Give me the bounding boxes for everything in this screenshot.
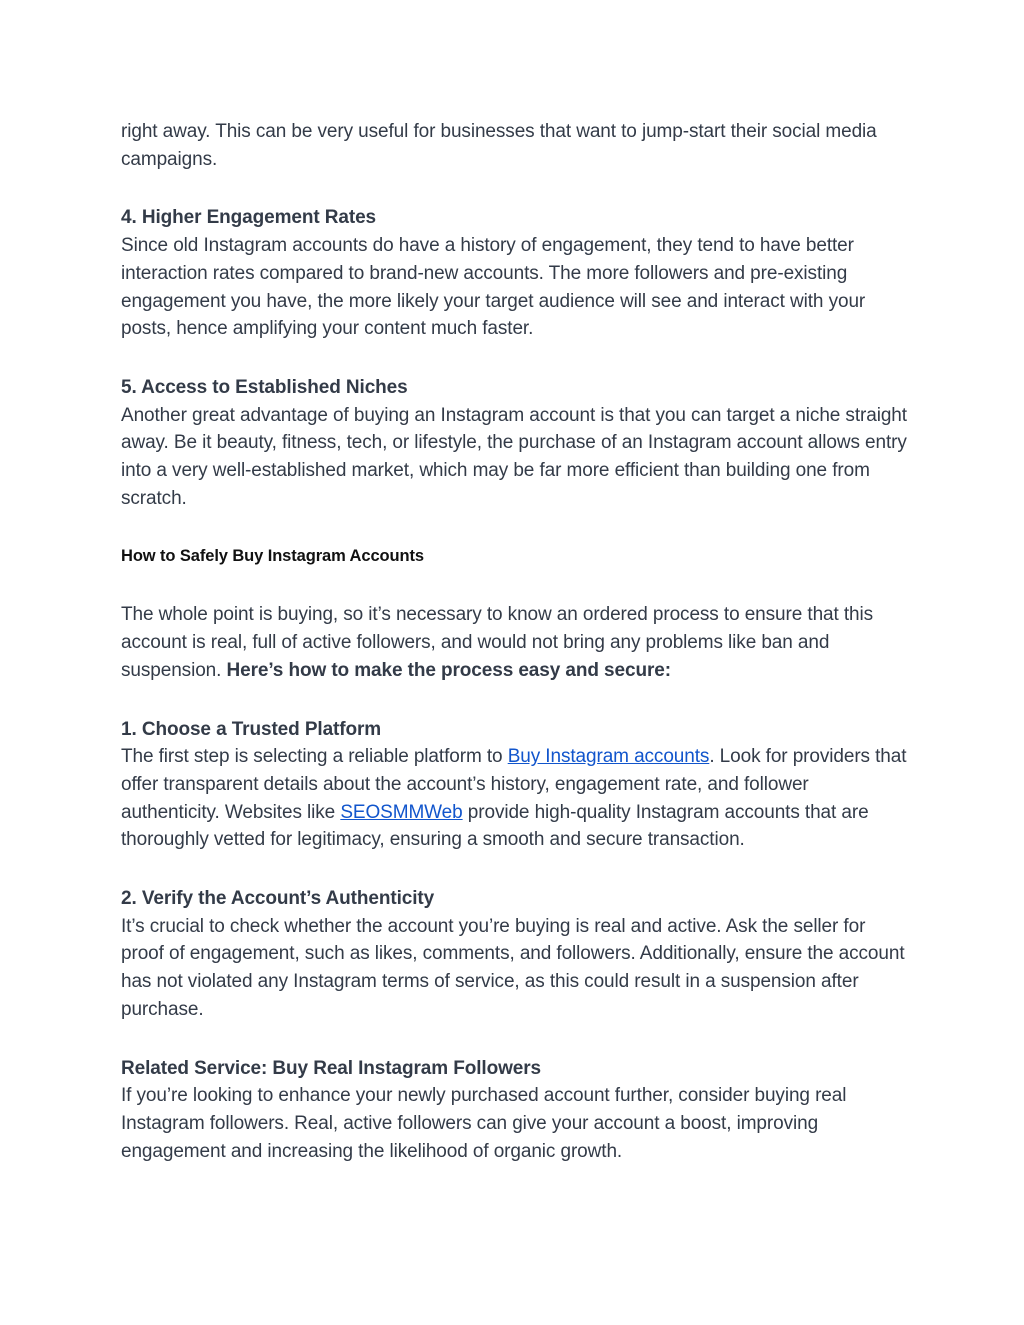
step1-text-c: provide high-quality Instagram accounts that are thoroughly vetted for legitimacy, ensuring a smooth and secure transaction. — [121, 801, 869, 851]
how-to-heading: How to Safely Buy Instagram Accounts — [121, 547, 424, 566]
intro-paragraph — [121, 118, 911, 173]
section-heading: 2. Verify the Account’s Authenticity — [121, 888, 435, 910]
step-verify-authenticity — [121, 885, 911, 1024]
section-body: Since old Instagram accounts do have a history of engagement, they tend to have better interaction rates compared to brand-new accounts. The more followers and pre-existing engagement you have, the more likely your target audience will see and interact with your posts, hence amplifying your content much faster. — [121, 235, 866, 340]
buy-instagram-accounts-link[interactable]: Buy Instagram accounts — [507, 746, 710, 768]
how-to-intro-bold: Here’s how to make the process easy and secure: — [226, 659, 671, 681]
section-body: If you’re looking to enhance your newly purchased account further, consider buying real Instagram followers. Real, active followers can give your account a boost, improving engagement and increasing the likelihood of organic growth. — [121, 1085, 847, 1162]
how-to-intro-text: The whole point is buying, so it’s necessary to know an ordered process to ensure that this account is real, full of active followers, and would not bring any problems like ban and suspension. — [121, 604, 874, 681]
section-body: It’s crucial to check whether the account you’re buying is real and active. Ask the seller for proof of engagement, such as likes, comments, and followers. Additionally, ensure the account has not violated any Instagram terms of service, as this could result in a suspension after purchase. — [121, 915, 905, 1020]
document-page — [121, 118, 911, 1196]
section-heading: 4. Higher Engagement Rates — [121, 207, 377, 229]
section-higher-engagement — [121, 204, 911, 343]
step1-text-b: . Look for providers that offer transparent details about the account’s history, engagement rate, and follower authenticity. Websites like — [121, 746, 907, 823]
seosmmweb-link[interactable]: SEOSMMWeb — [340, 801, 463, 823]
step-trusted-platform — [121, 716, 911, 855]
section-heading: 1. Choose a Trusted Platform — [121, 718, 382, 740]
section-heading: 5. Access to Established Niches — [121, 376, 408, 398]
section-related-service — [121, 1055, 911, 1166]
step1-text-a: The first step is selecting a reliable platform to — [121, 746, 508, 768]
section-established-niches — [121, 374, 911, 513]
section-heading: Related Service: Buy Real Instagram Followers — [121, 1057, 541, 1079]
intro-text: right away. This can be very useful for businesses that want to jump-start their social media campaigns. — [121, 121, 877, 170]
how-to-intro — [121, 601, 911, 684]
section-body: Another great advantage of buying an Instagram account is that you can target a niche straight away. Be it beauty, fitness, tech, or lifestyle, the purchase of an Instagram account allows entry into a very well-established market, which may be far more efficient than building one from scratch. — [121, 404, 907, 509]
